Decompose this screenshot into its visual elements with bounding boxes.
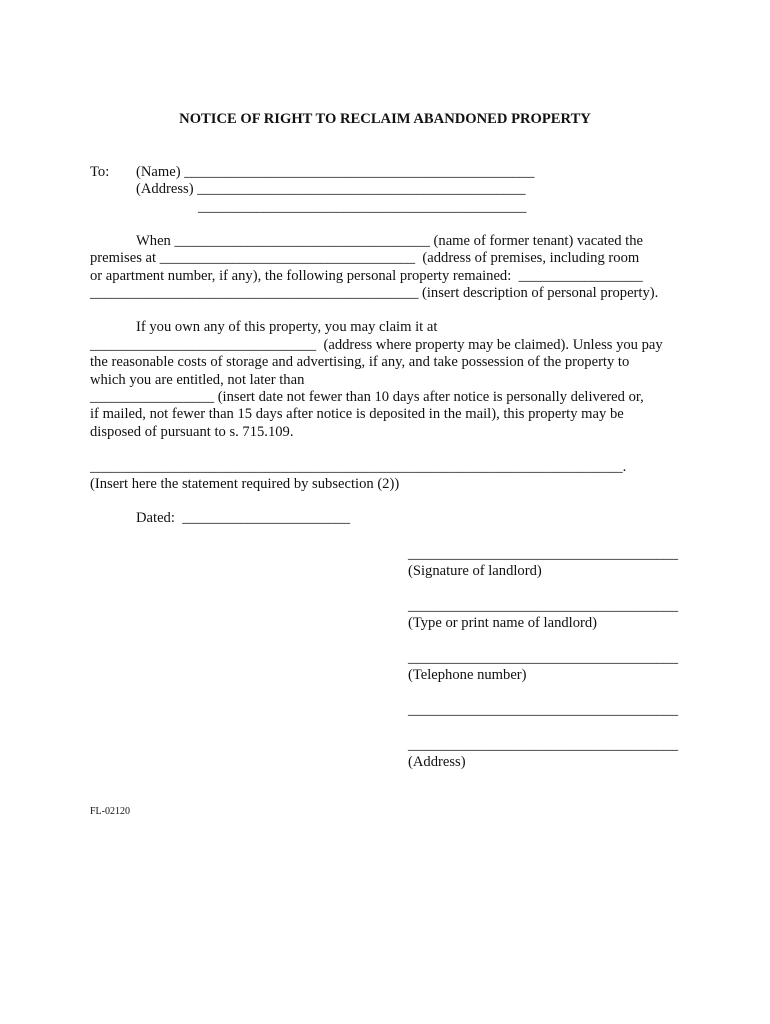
signature-label: (Signature of landlord) — [408, 563, 542, 579]
paragraph-2-line-6: if mailed, not fewer than 15 days after notice is deposited in the mail), this property may be — [90, 406, 624, 422]
form-code: FL-02120 — [90, 806, 130, 817]
address-blank-line-2: _____________________________________ — [408, 737, 678, 753]
paragraph-1-line-4: _____________________________________________ (insert description of personal property). — [90, 285, 659, 301]
to-label: To: — [90, 164, 110, 180]
paragraph-2-line-7: disposed of pursuant to s. 715.109. — [90, 424, 294, 440]
landlord-address-label: (Address) — [408, 754, 466, 770]
telephone-blank-line: _____________________________________ — [408, 650, 678, 666]
paragraph-2-line-3: the reasonable costs of storage and advertising, if any, and take possession of the property to — [90, 354, 630, 370]
paragraph-1-line-1: When ___________________________________ (name of former tenant) vacated the — [136, 233, 644, 249]
paragraph-2-line-4: which you are entitled, not later than — [90, 372, 305, 388]
document-title: NOTICE OF RIGHT TO RECLAIM ABANDONED PROPERTY — [179, 111, 591, 127]
signature-blank-line: _____________________________________ — [408, 546, 678, 562]
print-name-label: (Type or print name of landlord) — [408, 615, 598, 631]
statement-blank-line: _________________________________________________________________________. — [90, 459, 627, 475]
name-field-line: (Name) ________________________________________________ — [136, 164, 535, 180]
paragraph-2-line-1: If you own any of this property, you may claim it at — [136, 319, 438, 335]
print-name-blank-line: _____________________________________ — [408, 598, 678, 614]
telephone-label: (Telephone number) — [408, 667, 527, 683]
dated-line: Dated: _______________________ — [136, 510, 351, 526]
address-field-line: (Address) _____________________________________________ — [136, 181, 526, 197]
paragraph-1-line-2: premises at ___________________________________ (address of premises, including room — [90, 250, 640, 266]
address-field-line-2: _____________________________________________ — [198, 199, 527, 215]
statement-note: (Insert here the statement required by subsection (2)) — [90, 476, 400, 492]
paragraph-2-line-2: _______________________________ (address where property may be claimed). Unless you pay — [90, 337, 663, 353]
address-blank-line-1: _____________________________________ — [408, 702, 678, 718]
paragraph-2-line-5: _________________ (insert date not fewer than 10 days after notice is personally delivered or, — [90, 389, 644, 405]
paragraph-1-line-3: or apartment number, if any), the following personal property remained: _________________ — [90, 268, 643, 284]
